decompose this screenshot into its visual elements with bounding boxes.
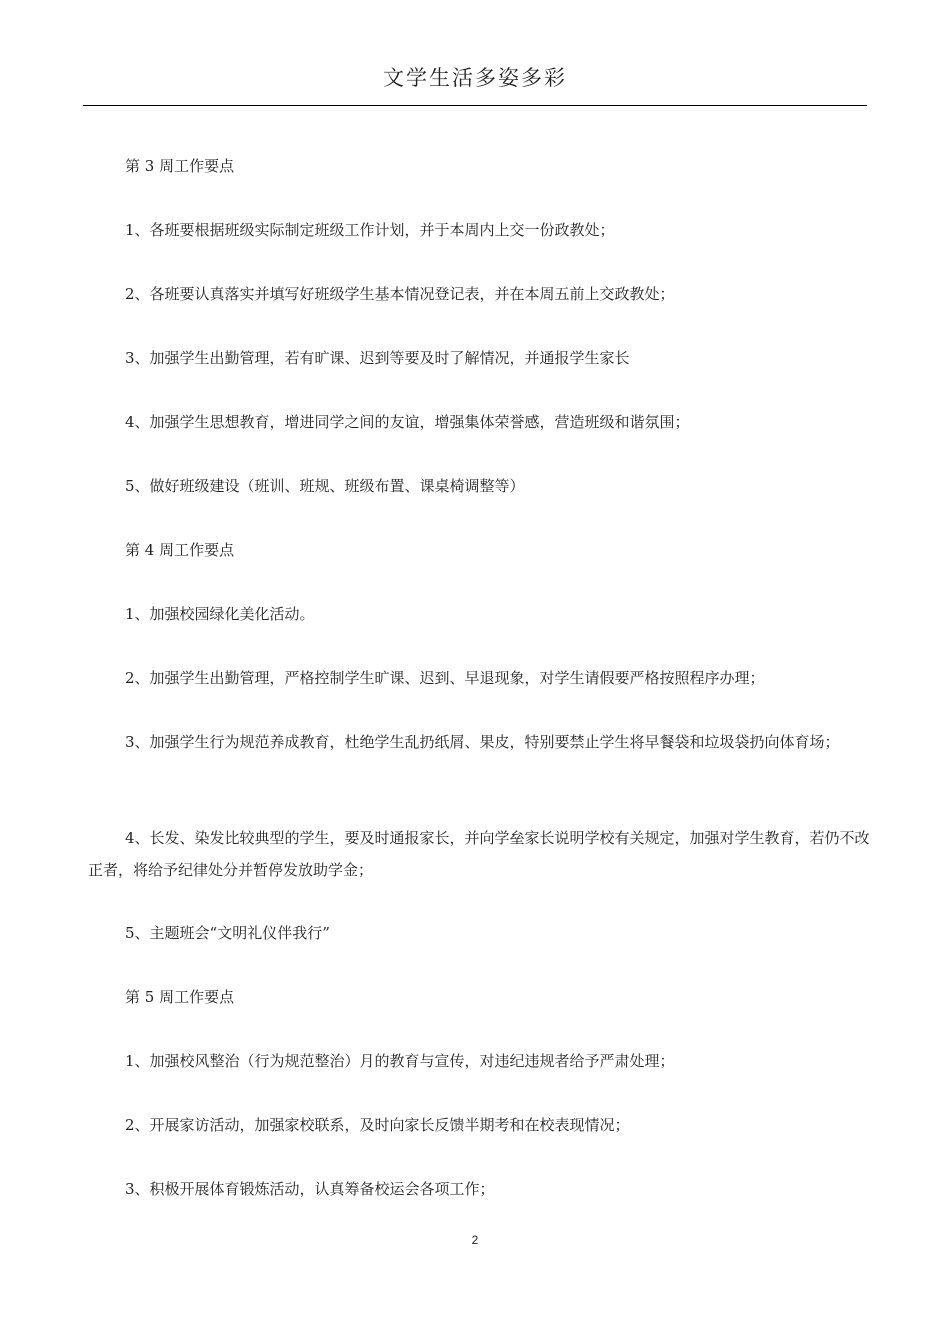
section-heading-week-5: 第 5 周工作要点 <box>125 988 235 1006</box>
paragraph: 4、加强学生思想教育，增进同学之间的友谊，增强集体荣誉感，营造班级和谐氛围； <box>125 413 690 431</box>
paragraph: 1、加强校风整治（行为规范整治）月的教育与宣传，对违纪违规者给予严肃处理； <box>125 1052 675 1070</box>
paragraph: 1、加强校园绿化美化活动。 <box>125 605 315 623</box>
paragraph: 2、开展家访活动，加强家校联系，及时向家长反馈半期考和在校表现情况； <box>125 1116 630 1134</box>
paragraph: 1、各班要根据班级实际制定班级工作计划，并于本周内上交一份政教处； <box>125 221 615 239</box>
page-number: 2 <box>471 1233 479 1247</box>
paragraph: 2、各班要认真落实并填写好班级学生基本情况登记表，并在本周五前上交政教处； <box>125 285 675 303</box>
paragraph: 4、长发、染发比较典型的学生，要及时通报家长，并向学垒家长说明学校有关规定，加强对学生教育，若仍不改正者，将给予纪律处分并暂停发放助学金； <box>88 829 870 879</box>
section-heading-week-4: 第 4 周工作要点 <box>125 541 235 559</box>
paragraph: 3、积极开展体育锻炼活动，认真筹备校运会各项工作； <box>125 1180 495 1198</box>
paragraph: 2、加强学生出勤管理，严格控制学生旷课、迟到、早退现象，对学生请假要严格按照程序办理； <box>125 669 765 687</box>
paragraph: 5、主题班会“文明礼仪伴我行” <box>125 924 330 942</box>
header-divider <box>83 105 867 106</box>
paragraph: 3、加强学生行为规范养成教育，杜绝学生乱扔纸屑、果皮，特别要禁止学生将早餐袋和垃圾袋扔向体育场； <box>125 733 840 751</box>
header-title: 文学生活多姿多彩 <box>383 66 567 90</box>
paragraph: 3、加强学生出勤管理，若有旷课、迟到等要及时了解情况，并通报学生家长 <box>125 349 630 367</box>
section-heading-week-3: 第 3 周工作要点 <box>125 157 235 175</box>
paragraph: 5、做好班级建设（班训、班规、班级布置、课桌椅调整等） <box>125 477 525 495</box>
